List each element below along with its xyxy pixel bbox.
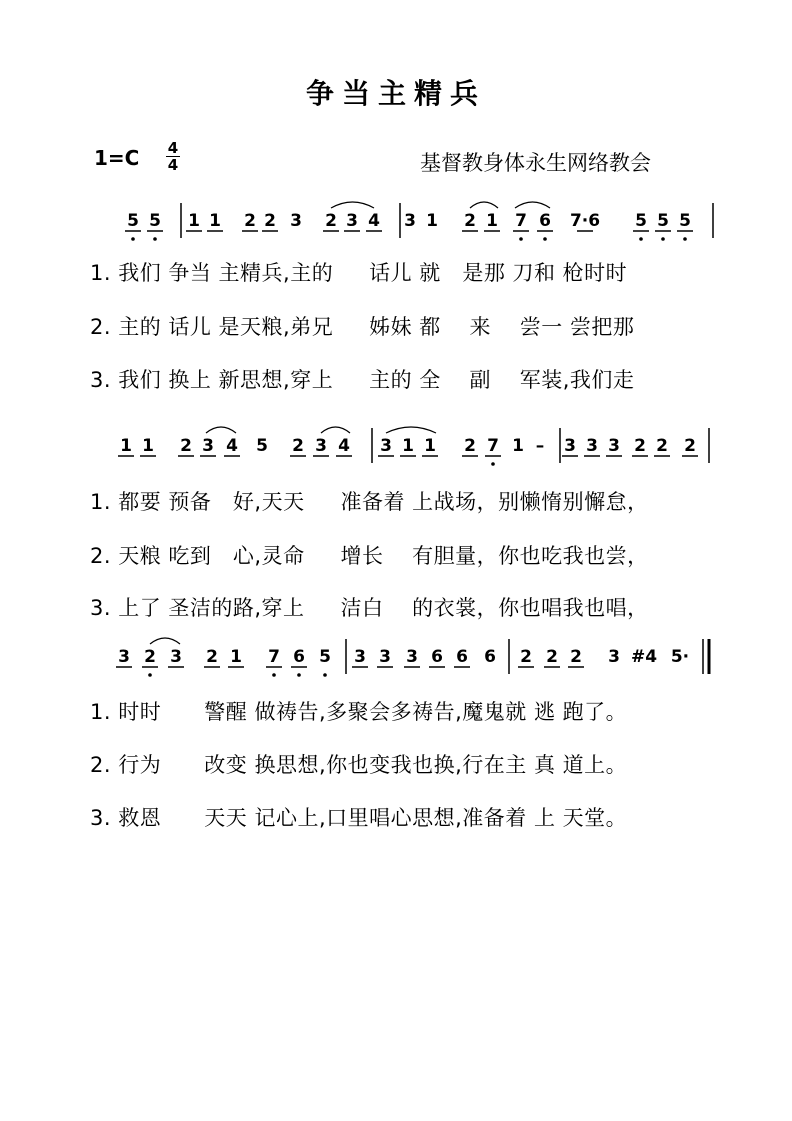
slur — [206, 427, 236, 433]
note: 3 — [564, 436, 576, 456]
note: 3 — [202, 436, 214, 456]
note: 4 — [338, 436, 350, 456]
author-credit: 基督教身体永生网络教会 — [420, 151, 651, 175]
lyric-line: 2. 天粮 吃到 心,灵命 增长 有胆量，你也吃我也尝， — [90, 544, 649, 568]
note: 2 — [180, 436, 192, 456]
note: 5· — [670, 647, 690, 667]
note: 3 — [379, 647, 391, 667]
note: 2 — [206, 647, 218, 667]
note: 3 — [354, 647, 366, 667]
low-octave-dot — [519, 237, 523, 241]
time-sig-bottom: 4 — [167, 156, 179, 174]
note: 6 — [539, 211, 551, 231]
note: 3 — [608, 436, 620, 456]
low-octave-dot — [661, 237, 665, 241]
lyric-line: 1. 都要 预备 好,天天 准备着 上战场，别懒惰别懈怠， — [90, 490, 649, 514]
lyric-line: 1. 时时 警醒 做祷告,多聚会多祷告,魔鬼就 逃 跑了。 — [90, 700, 628, 724]
note: 3 — [315, 436, 327, 456]
low-octave-dot — [491, 462, 495, 466]
slur — [386, 427, 436, 433]
note: 5 — [679, 211, 691, 231]
note: 2 — [634, 436, 646, 456]
note: 2 — [264, 211, 276, 231]
note: 5 — [657, 211, 669, 231]
key-signature: 1=C — [94, 146, 140, 170]
lyric-line: 3. 救恩 天天 记心上,口里唱心思想,准备着 上 天堂。 — [90, 806, 628, 830]
note: 1 — [512, 436, 524, 456]
note: 5 — [319, 647, 331, 667]
note: 2 — [292, 436, 304, 456]
note: 6 — [456, 647, 468, 667]
low-octave-dot — [148, 673, 152, 677]
lyric-line: 3. 我们 换上 新思想,穿上 主的 全 副 军装,我们走 — [90, 368, 635, 392]
low-octave-dot — [543, 237, 547, 241]
note: 3 — [380, 436, 392, 456]
note: 2 — [464, 436, 476, 456]
note: 5 — [635, 211, 647, 231]
note: 1 — [188, 211, 200, 231]
lyric-line: 2. 行为 改变 换思想,你也变我也换,行在主 真 道上。 — [90, 753, 628, 777]
note: 3 — [406, 647, 418, 667]
note: 6 — [431, 647, 443, 667]
note: 1 — [426, 211, 438, 231]
slur — [515, 202, 550, 208]
note: 3 — [346, 211, 358, 231]
note: 1 — [486, 211, 498, 231]
note: 2 — [684, 436, 696, 456]
note: 2 — [546, 647, 558, 667]
note: 1 — [424, 436, 436, 456]
note: 5 — [256, 436, 268, 456]
lyric-line: 2. 主的 话儿 是天粮,弟兄 姊妹 都 来 尝一 尝把那 — [90, 315, 635, 339]
note: 7·6 — [569, 211, 601, 231]
note: 5 — [149, 211, 161, 231]
note: 1 — [120, 436, 132, 456]
note: 2 — [520, 647, 532, 667]
note: 7 — [487, 436, 499, 456]
slur — [321, 427, 350, 433]
note: 3 — [290, 211, 302, 231]
note: 4 — [368, 211, 380, 231]
lyric-line: 3. 上了 圣洁的路,穿上 洁白 的衣裳，你也唱我也唱， — [90, 596, 649, 620]
note: 5 — [127, 211, 139, 231]
note: 2 — [144, 647, 156, 667]
note: 4 — [226, 436, 238, 456]
note: 2 — [244, 211, 256, 231]
slur — [470, 202, 498, 208]
note: 2 — [325, 211, 337, 231]
low-octave-dot — [297, 673, 301, 677]
note: 1 — [209, 211, 221, 231]
note: – — [535, 436, 545, 456]
low-octave-dot — [323, 673, 327, 677]
note: 3 — [586, 436, 598, 456]
low-octave-dot — [272, 673, 276, 677]
note: 1 — [142, 436, 154, 456]
note: 3 — [608, 647, 620, 667]
note: 6 — [293, 647, 305, 667]
note: 2 — [570, 647, 582, 667]
lyric-line: 1. 我们 争当 主精兵,主的 话儿 就 是那 刀和 枪时时 — [90, 261, 628, 285]
slur — [150, 638, 180, 644]
low-octave-dot — [131, 237, 135, 241]
note: 7 — [515, 211, 527, 231]
time-sig-top: 4 — [167, 139, 179, 157]
note: 1 — [230, 647, 242, 667]
low-octave-dot — [153, 237, 157, 241]
note: 7 — [268, 647, 280, 667]
song-title: 争当主精兵 — [305, 77, 486, 110]
low-octave-dot — [639, 237, 643, 241]
note: 3 — [170, 647, 182, 667]
note: 2 — [464, 211, 476, 231]
note: 1 — [402, 436, 414, 456]
note: 6 — [484, 647, 496, 667]
note: 3 — [404, 211, 416, 231]
slur — [331, 202, 374, 208]
note: 2 — [656, 436, 668, 456]
note: 3 — [118, 647, 130, 667]
low-octave-dot — [683, 237, 687, 241]
note: #4 — [630, 647, 658, 667]
